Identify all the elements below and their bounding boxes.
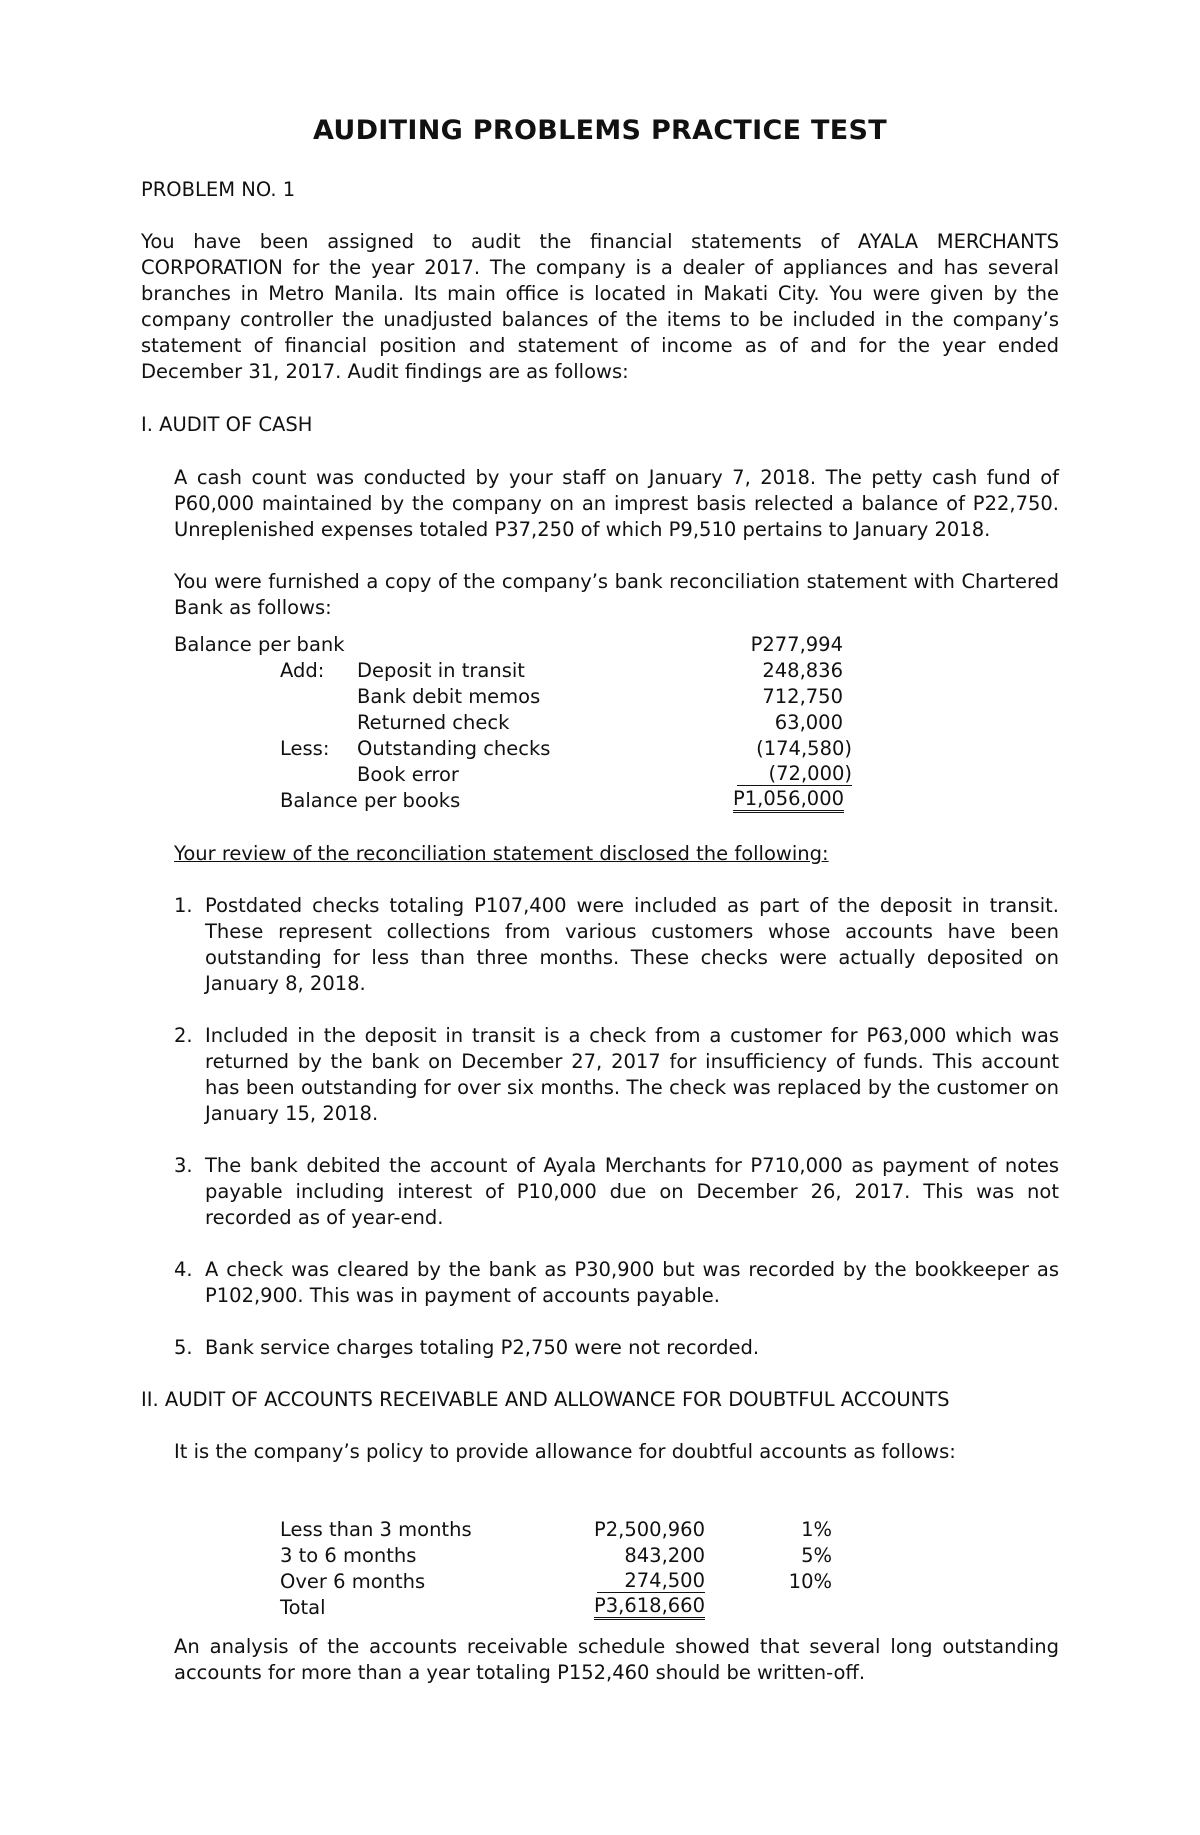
recon-row-value: (72,000) — [737, 762, 852, 786]
bank-recon-intro: You were furnished a copy of the company’s bank reconciliation statement with Chartered Bank as follows: — [174, 570, 1059, 619]
recon-row-value: 63,000 — [774, 711, 843, 734]
recon-row-label: Book error — [357, 763, 459, 786]
balance-per-books-label: Balance per books — [280, 789, 461, 812]
aging-total-label: Total — [280, 1596, 326, 1619]
aging-rate: 5% — [801, 1544, 832, 1567]
aging-amount: P2,500,960 — [593, 1518, 705, 1541]
recon-row-value: 712,750 — [762, 685, 843, 708]
aging-label: 3 to 6 months — [280, 1544, 417, 1567]
review-heading: Your review of the reconciliation statement disclosed the following: — [174, 842, 829, 865]
petty-cash-paragraph: A cash count was conducted by your staff on January 7, 2018. The petty cash fund of P60,000 maintained by the company on an imprest basis relected a balance of P22,750. Unreplenished expenses totaled P37,250 of which P9,510 pertains to January 2018. — [174, 466, 1059, 541]
aging-label: Less than 3 months — [280, 1518, 472, 1541]
add-label: Add: — [280, 659, 325, 682]
finding-number: 5. — [174, 1336, 193, 1359]
aging-rate: 1% — [801, 1518, 832, 1541]
finding-text: A check was cleared by the bank as P30,900 but was recorded by the bookkeeper as P102,900. This was in payment of accounts payable. — [205, 1258, 1059, 1307]
finding-text: Postdated checks totaling P107,400 were included as part of the deposit in transit. These represent collections from various customers whose accounts have been outstanding for less than three months. These checks were actually deposited on January 8, 2018. — [205, 894, 1059, 995]
recon-row-label: Returned check — [357, 711, 510, 734]
finding-number: 3. — [174, 1154, 193, 1177]
recon-row-label: Bank debit memos — [357, 685, 541, 708]
finding-number: 4. — [174, 1258, 193, 1281]
intro-paragraph: You have been assigned to audit the financial statements of AYALA MERCHANTS CORPORATION for the year 2017. The company is a dealer of appliances and has several branches in Metro Manila. Its main office is located in Makati City. You were given by the company controller the unadjusted balances of the items to be included in the company’s statement of financial position and statement of income as of and for the year ended December 31, 2017. Audit findings are as follows: — [141, 230, 1059, 383]
allowance-policy: It is the company’s policy to provide allowance for doubtful accounts as follows: — [174, 1440, 956, 1463]
finding-text: Bank service charges totaling P2,750 were not recorded. — [205, 1336, 760, 1359]
recon-row-value: 248,836 — [762, 659, 843, 682]
problem-heading: PROBLEM NO. 1 — [141, 178, 296, 201]
aging-total-wrap — [560, 1595, 705, 1617]
balance-per-books-value: P1,056,000 — [733, 787, 844, 813]
finding-number: 1. — [174, 894, 193, 917]
section-1-heading: I. AUDIT OF CASH — [141, 413, 313, 436]
balance-per-bank-value: P277,994 — [750, 633, 843, 656]
page-title: AUDITING PROBLEMS PRACTICE TEST — [313, 115, 887, 146]
balance-per-bank-label: Balance per bank — [174, 633, 345, 656]
recon-row-value: (174,580) — [756, 737, 852, 760]
finding-text: Included in the deposit in transit is a check from a customer for P63,000 which was returned by the bank on December 27, 2017 for insufficiency of funds. This account has been outstanding for over six months. The check was replaced by the customer on January 15, 2018. — [205, 1024, 1059, 1125]
aging-total-amount: P3,618,660 — [594, 1594, 705, 1620]
recon-row-label: Deposit in transit — [357, 659, 525, 682]
aging-amount: 843,200 — [624, 1544, 705, 1567]
aging-rate: 10% — [788, 1570, 832, 1593]
ar-analysis-paragraph: An analysis of the accounts receivable schedule showed that several long outstanding accounts for more than a year totaling P152,460 should be written-off. — [174, 1635, 1059, 1684]
aging-amount: 274,500 — [597, 1569, 705, 1593]
finding-text: The bank debited the account of Ayala Merchants for P710,000 as payment of notes payable including interest of P10,000 due on December 26, 2017. This was not recorded as of year-end. — [205, 1154, 1059, 1229]
balance-per-books-wrap — [733, 788, 843, 810]
aging-label: Over 6 months — [280, 1570, 426, 1593]
less-label: Less: — [280, 737, 330, 760]
section-2-heading: II. AUDIT OF ACCOUNTS RECEIVABLE AND ALLOWANCE FOR DOUBTFUL ACCOUNTS — [141, 1388, 950, 1411]
recon-row-label: Outstanding checks — [357, 737, 551, 760]
finding-number: 2. — [174, 1024, 193, 1047]
